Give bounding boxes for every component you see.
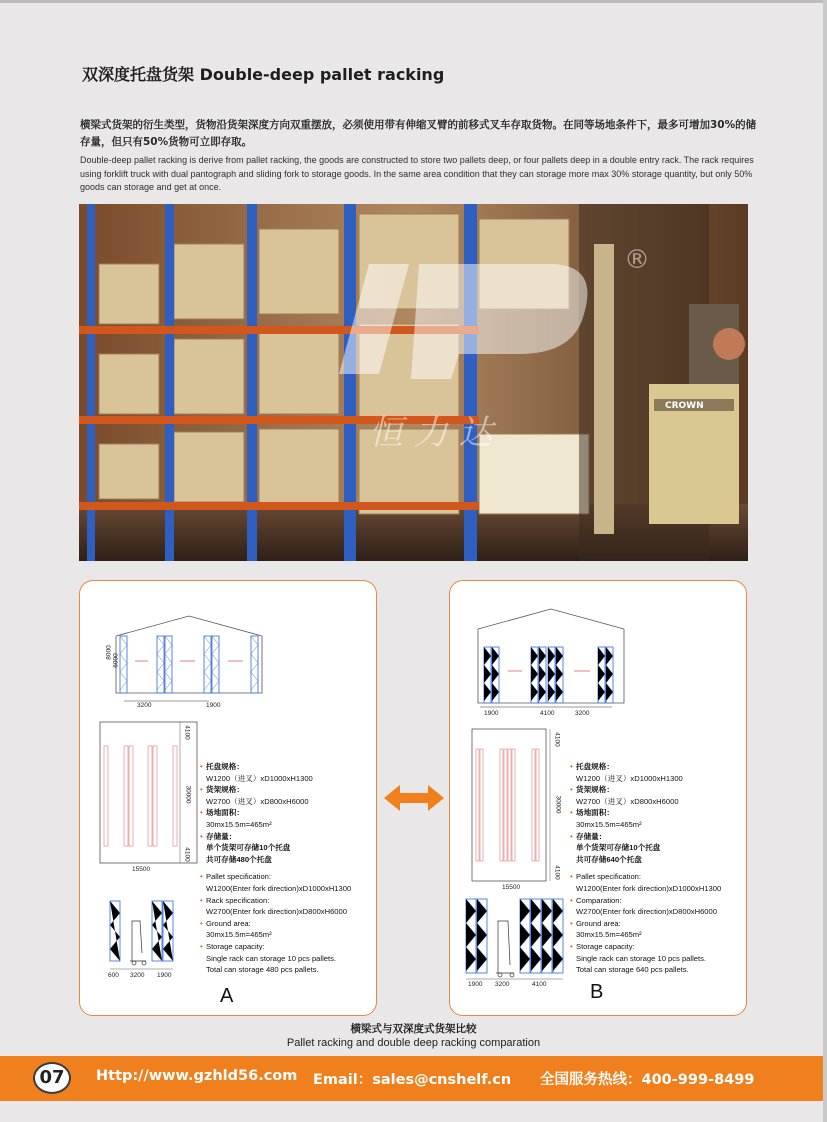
bullet-icon: • bbox=[570, 831, 573, 841]
spec-cn-cap-head: 存储量： bbox=[206, 831, 237, 841]
dim-plan-width: 15500 bbox=[132, 866, 151, 873]
dim-side-2: 3200 bbox=[495, 981, 510, 988]
spec-en-area-val: 30mx15.5m=465m² bbox=[206, 930, 272, 940]
bullet-icon: • bbox=[200, 785, 203, 795]
dim-side-3: 4100 bbox=[532, 981, 547, 988]
dim-plan-top: 4100 bbox=[183, 725, 191, 740]
panel-b-letter: B bbox=[590, 981, 604, 1003]
dim-side-1: 600 bbox=[108, 972, 119, 979]
bullet-icon: • bbox=[570, 941, 573, 951]
spec-en-area-val: 30mx15.5m=465m² bbox=[576, 930, 642, 940]
bullet-icon: • bbox=[200, 762, 203, 771]
panel-a-spec bbox=[200, 761, 377, 976]
comparison-caption-cn: 横梁式与双深度式货架比较 bbox=[350, 1023, 477, 1035]
dim-aisle-b: 1900 bbox=[206, 702, 221, 709]
logo-text: 恒 力 达 bbox=[369, 413, 493, 453]
dim-aisle-a: 1900 bbox=[484, 710, 499, 717]
spec-en-cap-val2: Total can storage 480 pcs pallets. bbox=[206, 965, 319, 975]
dim-aisle-c: 3200 bbox=[575, 710, 590, 717]
footer-hotline: 全国服务热线：400-999-8499 bbox=[540, 1072, 755, 1088]
spec-en-rack-head: Comparation: bbox=[576, 895, 622, 905]
spec-en-rack-head: Rack specification: bbox=[206, 895, 270, 905]
dim-height-inner: 6000 bbox=[112, 653, 120, 668]
spec-en-cap-head: Storage capacity: bbox=[576, 941, 635, 951]
spec-cn-rack-val: W2700（进叉）xD800xH6000 bbox=[206, 796, 309, 806]
registered-mark: ® bbox=[624, 245, 650, 275]
bullet-icon: • bbox=[200, 941, 203, 951]
dim-height-outer: 8000 bbox=[105, 645, 113, 660]
dim-plan-bot: 4100 bbox=[183, 847, 191, 862]
spec-en-area-head: Ground area: bbox=[206, 918, 251, 928]
dim-side-1: 1900 bbox=[468, 981, 483, 988]
spec-en-rack-val: W2700(Enter fork direction)xD800xH6000 bbox=[576, 907, 717, 917]
spec-en-pallet-head: Pallet specification: bbox=[206, 872, 272, 882]
spec-en-pallet-val: W1200(Enter fork direction)xD1000xH1300 bbox=[206, 883, 352, 893]
bullet-icon: • bbox=[570, 808, 573, 818]
dim-aisle-b: 4100 bbox=[540, 710, 555, 717]
spec-cn-area-head: 场地面积： bbox=[206, 808, 244, 818]
spec-cn-rack-head: 货架规格： bbox=[576, 785, 614, 795]
intro-chinese: 横梁式货架的衍生类型，货物沿货架深度方向双重摆放，必须使用带有伸缩叉臂的前移式叉车存取货物。在同等场地条件下，最多可增加30%的储存量，但只有50%货物可立即存取。 bbox=[80, 119, 757, 148]
bullet-icon: • bbox=[570, 762, 573, 771]
footer-email-link[interactable]: Email：sales@cnshelf.cn bbox=[313, 1072, 512, 1088]
panel-b-double-deep-racking bbox=[449, 580, 747, 1016]
panel-a-pallet-racking bbox=[79, 580, 377, 1016]
spec-cn-area-head: 场地面积： bbox=[576, 808, 614, 818]
spec-cn-pallet-val: W1200（进叉）xD1000xH1300 bbox=[576, 773, 683, 783]
bullet-icon: • bbox=[200, 918, 203, 928]
spec-cn-pallet-val: W1200（进叉）xD1000xH1300 bbox=[206, 773, 313, 783]
dim-plan-width: 15500 bbox=[502, 884, 521, 891]
bullet-icon: • bbox=[200, 895, 203, 905]
bullet-icon: • bbox=[570, 872, 573, 882]
spec-cn-pallet-head: 托盘规格： bbox=[576, 762, 614, 771]
dim-plan-bot: 4100 bbox=[553, 865, 561, 880]
spec-cn-area-val: 30mx15.5m=465m² bbox=[206, 819, 272, 829]
spec-cn-cap-val2: 共可存储640个托盘 bbox=[576, 854, 642, 864]
spec-cn-cap-val1: 单个货架可存储10个托盘 bbox=[576, 843, 661, 853]
spec-en-rack-val: W2700(Enter fork direction)xD800xH6000 bbox=[206, 907, 347, 917]
spec-en-pallet-val: W1200(Enter fork direction)xD1000xH1300 bbox=[576, 883, 722, 893]
warehouse-photo bbox=[79, 204, 748, 561]
bullet-icon: • bbox=[200, 831, 203, 841]
footer-website-link[interactable]: Http://www.gzhld56.com bbox=[96, 1068, 298, 1084]
spec-cn-cap-val1: 单个货架可存储10个托盘 bbox=[206, 843, 291, 853]
spec-cn-rack-head: 货架规格： bbox=[206, 785, 244, 795]
spec-cn-cap-head: 存储量： bbox=[576, 831, 607, 841]
bullet-icon: • bbox=[200, 808, 203, 818]
spec-en-cap-head: Storage capacity: bbox=[206, 941, 265, 951]
spec-cn-rack-val: W2700（进叉）xD800xH6000 bbox=[576, 796, 679, 806]
spec-cn-cap-val2: 共可存储480个托盘 bbox=[206, 854, 272, 864]
spec-en-cap-val2: Total can storage 640 pcs pallets. bbox=[576, 965, 689, 975]
dim-side-3: 1900 bbox=[157, 972, 172, 979]
dim-plan-mid: 30000 bbox=[184, 785, 192, 804]
page-right-border bbox=[823, 0, 827, 1122]
intro-english: Double-deep pallet racking is derive from pallet racking, the goods are constructed to store two pallets deep, or four pallets deep in a double entry rack. The rack requires using forklift truck with dual pantograph and sliding fork to storage goods. In the same area condition that they can storage more max 30% storage quantity, but only 50% goods can storage and get at once. bbox=[80, 155, 754, 192]
spec-en-cap-val1: Single rack can storage 10 pcs pallets. bbox=[576, 953, 707, 963]
dim-side-2: 3200 bbox=[130, 972, 145, 979]
dim-plan-mid: 30000 bbox=[554, 795, 562, 814]
bullet-icon: • bbox=[570, 918, 573, 928]
page-number: 07 bbox=[33, 1062, 71, 1094]
spec-en-area-head: Ground area: bbox=[576, 918, 621, 928]
dim-aisle-a: 3200 bbox=[137, 702, 152, 709]
forklift-brand: CROWN bbox=[665, 401, 704, 411]
page-title: 双深度托盘货架 Double-deep pallet racking bbox=[82, 65, 445, 84]
spec-en-pallet-head: Pallet specification: bbox=[576, 872, 642, 882]
bullet-icon: • bbox=[200, 872, 203, 882]
panel-b-spec bbox=[570, 761, 747, 976]
bullet-icon: • bbox=[570, 895, 573, 905]
spec-cn-area-val: 30mx15.5m=465m² bbox=[576, 819, 642, 829]
warehouse-photo-illustration bbox=[79, 204, 748, 561]
panel-a-letter: A bbox=[220, 985, 234, 1007]
spec-cn-pallet-head: 托盘规格： bbox=[206, 762, 244, 771]
double-arrow-icon bbox=[384, 783, 444, 813]
dim-plan-top: 4100 bbox=[553, 732, 561, 747]
comparison-caption-en: Pallet racking and double deep racking comparation bbox=[286, 1037, 541, 1049]
bullet-icon: • bbox=[570, 785, 573, 795]
spec-en-cap-val1: Single rack can storage 10 pcs pallets. bbox=[206, 953, 337, 963]
page-top-border bbox=[0, 0, 827, 3]
